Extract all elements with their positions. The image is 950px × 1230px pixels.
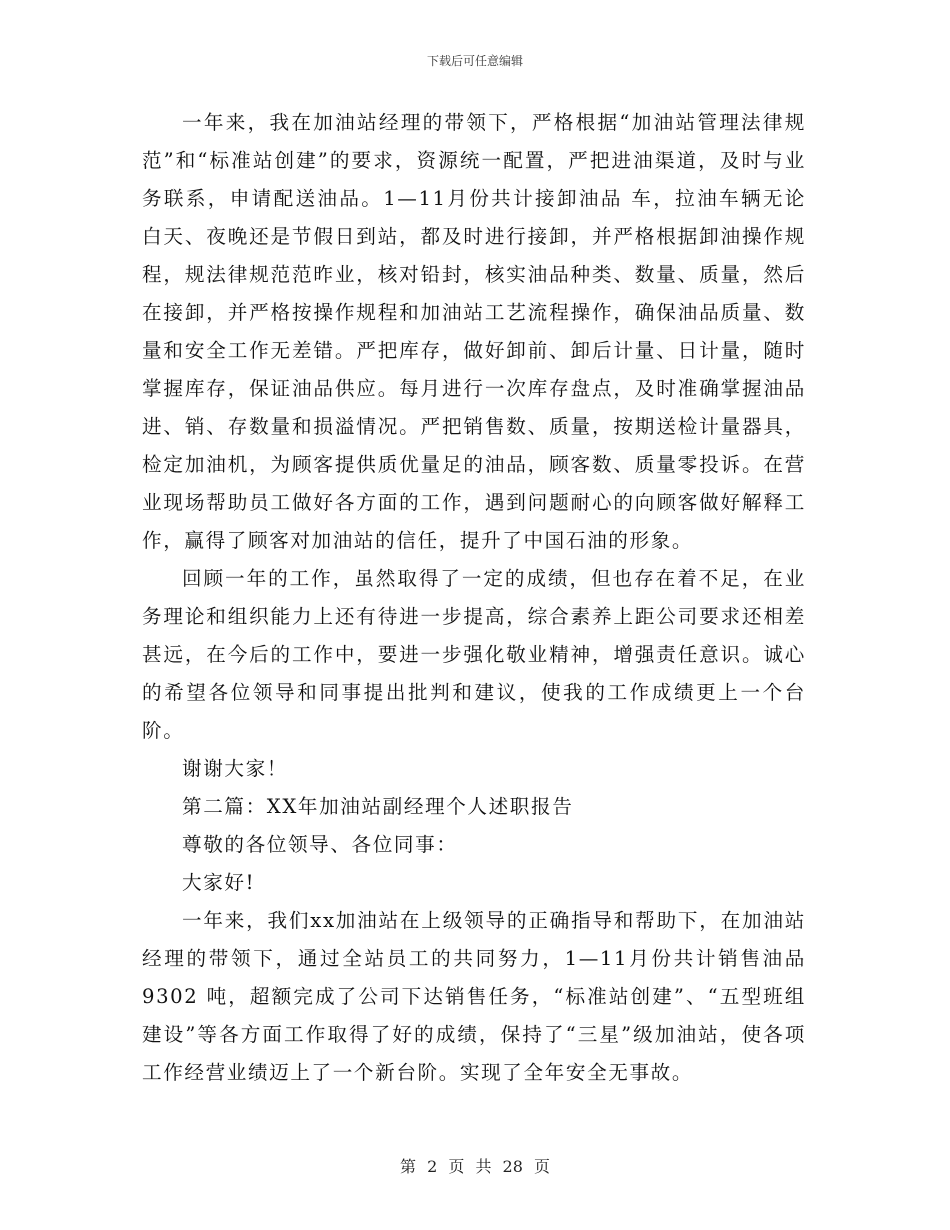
paragraph-thanks: 谢谢大家！: [182, 757, 288, 780]
section-title: 第二篇：XX年加油站副经理个人述职报告: [182, 795, 574, 818]
greeting: 大家好!: [182, 871, 256, 894]
page-number: 第 2 页 共 28 页: [400, 1157, 550, 1176]
paragraph-annual-summary: 一年来，我们xx加油站在上级领导的正确指导和帮助下，在加油站经理的带领下，通过全站员工的共同努力，1—11月份共计销售油品9302 吨，超额完成了公司下达销售任务，“标准站创建”、“五型班组建设”等各方面工作取得了好的成绩，保持了“三星”级加油站，使各项工作经营业绩迈上了一个新台阶。实现了全年安全无事故。: [142, 909, 806, 1084]
page-header: 下载后可任意编辑: [426, 54, 523, 68]
paragraph-work-review: 一年来，我在加油站经理的带领下，严格根据“加油站管理法律规范”和“标准站创建”的要求，资源统一配置，严把进油渠道，及时与业务联系，申请配送油品。1—11月份共计接卸油品 车，拉油车辆无论白天、夜晚还是节假日到站，都及时进行接卸，并严格根据卸油操作规程，规法律规范范昨业，核对铅封，核实油品种类、数量、质量，然后在接卸，并严格按操作规程和加油站工艺流程操作，确保油品质量、数量和安全工作无差错。严把库存，做好卸前、卸后计量、日计量，随时掌握库存，保证油品供应。每月进行一次库存盘点，及时准确掌握油品进、销、存数量和损溢情况。严把销售数、质量，按期送检计量器具，检定加油机，为顾客提供质优量足的油品，顾客数、质量零投诉。在营业现场帮助员工做好各方面的工作，遇到问题耐心的向顾客做好解释工作，赢得了顾客对加油站的信任，提升了中国石油的形象。: [142, 111, 806, 552]
salutation: 尊敬的各位领导、各位同事：: [182, 833, 458, 856]
document-body: [142, 104, 806, 1092]
paragraph-shortcomings: 回顾一年的工作，虽然取得了一定的成绩，但也存在着不足，在业务理论和组织能力上还有待进一步提高，综合素养上距公司要求还相差甚远，在今后的工作中，要进一步强化敬业精神，增强责任意识。诚心的希望各位领导和同事提出批判和建议，使我的工作成绩更上一个台阶。: [142, 567, 806, 742]
